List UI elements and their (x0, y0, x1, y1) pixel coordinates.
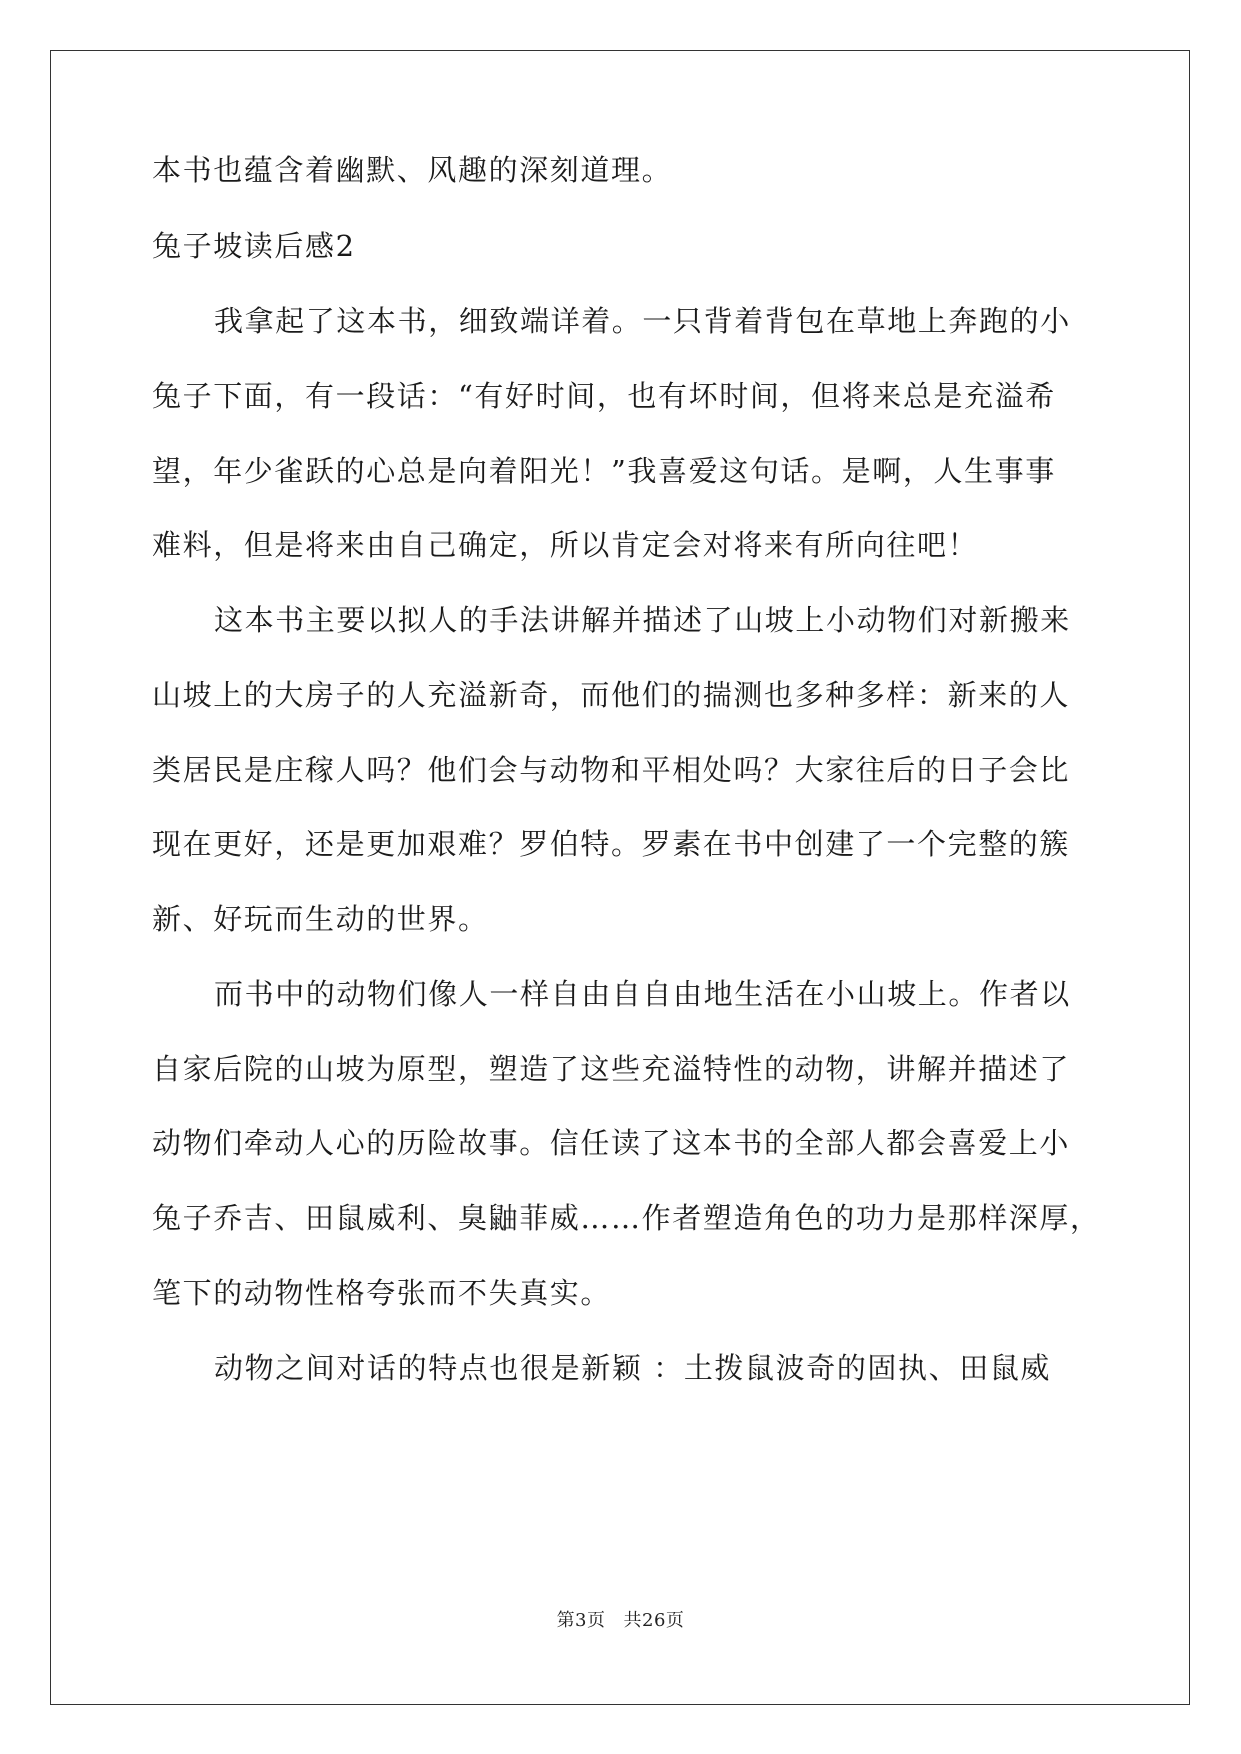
paragraph-line: 动物们牵动人心的历险故事。信任读了这本书的全部人都会喜爱上小 (152, 1126, 1071, 1160)
paragraph-line: 兔子乔吉、田鼠威利、臭鼬菲威……作者塑造角色的功力是那样深厚， (152, 1201, 1101, 1235)
page-total: 共26页 (623, 1610, 685, 1631)
paragraph-line: 兔子下面，有一段话：“有好时间，也有坏时间，但将来总是充溢希 (152, 379, 1056, 413)
page-footer (0, 1610, 1241, 1632)
paragraph-line: 自家后院的山坡为原型，塑造了这些充溢特性的动物，讲解并描述了 (152, 1052, 1071, 1086)
page-border (50, 50, 1190, 1705)
paragraph-line: 类居民是庄稼人吗？他们会与动物和平相处吗？大家往后的日子会比 (152, 753, 1071, 787)
paragraph-line: 现在更好，还是更加艰难？罗伯特。罗素在书中创建了一个完整的簇 (152, 827, 1071, 861)
paragraph-line: 难料，但是将来由自己确定，所以肯定会对将来有所向往吧！ (152, 528, 979, 562)
paragraph-line: 而书中的动物们像人一样自由自自由地生活在小山坡上。作者以 (214, 977, 1071, 1011)
paragraph-line: 山坡上的大房子的人充溢新奇，而他们的揣测也多种多样：新来的人 (152, 678, 1071, 712)
paragraph-line: 本书也蕴含着幽默、风趣的深刻道理。 (152, 153, 673, 187)
paragraph-line: 我拿起了这本书，细致端详着。一只背着背包在草地上奔跑的小 (214, 304, 1071, 338)
paragraph-line: 动物之间对话的特点也很是新颖 ：土拨鼠波奇的固执、田鼠威 (214, 1351, 1052, 1385)
section-heading: 兔子坡读后感2 (152, 229, 356, 263)
paragraph-line: 望，年少雀跃的心总是向着阳光！”我喜爱这句话。是啊，人生事事 (152, 454, 1056, 488)
paragraph-line: 新、好玩而生动的世界。 (152, 902, 489, 936)
paragraph-line: 笔下的动物性格夸张而不失真实。 (152, 1276, 612, 1310)
paragraph-line: 这本书主要以拟人的手法讲解并描述了山坡上小动物们对新搬来 (214, 603, 1071, 637)
page-number: 第3页 (556, 1610, 606, 1631)
